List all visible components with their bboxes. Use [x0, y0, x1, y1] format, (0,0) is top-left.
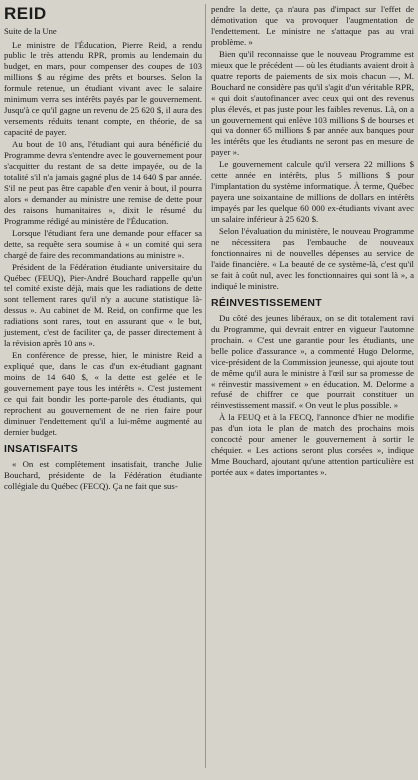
article-paragraph: En conférence de presse, hier, le ministre Reid a expliqué que, dans le cas d'un ex-étudiant gagnant moins de 14 640 $, « la dette est gelée et le gouvernement paye tous les intérêts ». C'est justement ce qui fait bondir les porte-parole des étudiants, qui reprochent au gouvernement de ne rien faire pour diminuer l'endettement qu'il a lui-même augmenté au dernier budget. [4, 350, 202, 437]
article-paragraph: Bien qu'il reconnaisse que le nouveau Programme est mieux que le précédent — où les étudiants avaient droit à quatre reports de paiements de six mois chacun —, M. Bouchard ne considère pas qu'il s'agit d'un véritable RPR, « qui doit s'autofinancer avec ceux qui ont des revenus plus élevés, et pas juste pour les faibles revenus. Là, on a un gouvernement qui enlève 103 millions $ de bourses et qui va donner 65 millions $ par année aux banques pour les intérêts que les étudiants ne seront pas en mesure de payer ». [211, 48, 414, 158]
column-divider [205, 4, 206, 768]
continuation-kicker: Suite de la Une [4, 26, 57, 36]
article-paragraph: pendre la dette, ça n'aura pas d'impact sur l'effet de démotivation que va provoquer l'augmentation de l'endettement. Le ministre ne s'attaque pas au vrai problème. » [211, 4, 414, 47]
article-paragraph: Lorsque l'étudiant fera une demande pour effacer sa dette, sa requête sera soumise à « un comité qui sera chargé de faire des recommandations au ministre ». [4, 227, 202, 260]
left-column [4, 4, 202, 493]
article-paragraph: Le gouvernement calcule qu'il versera 22 millions $ cette année en intérêts, plus 5 millions $ pour l'implantation du système informatique. À terme, Québec payera une soixantaine de millions de dollars en intérêts impayés par les quelque 60 000 ex-étudiants vivant avec un salaire inférieur à 25 620 $. [211, 159, 414, 225]
article-title: REID [4, 4, 47, 23]
article-paragraph: Le ministre de l'Éducation, Pierre Reid, a rendu public le très attendu RPR, promis au lendemain du budget, en mars, pour compenser des coupes de 103 millions $ au régime des prêts et bourses. Selon la formule retenue, un étudiant vivant avec le salaire minimum verra ses intérêts payés par le gouvernement. Jusqu'à ce qu'il gagne un revenu de 25 620 $, il aura des versements réduits tenant compte, en théorie, de sa capacité de payer. [4, 39, 202, 138]
left-body-continued [4, 459, 202, 492]
article-paragraph: Du côté des jeunes libéraux, on se dit totalement ravi du Programme, qui devrait entrer en vigueur l'automne prochain. « C'est une garantie pour les étudiants, une belle police d'assurance », a commenté Hugo Delorme, vice-président de la Commission jeunesse, qui ajoute tout de même qu'il aura le ministre à l'œil sur sa promesse de « réinvestir massivement » en éducation. M. Delorme a refusé de chiffrer ce que pourrait constituer un réinvestissement massif. « On veut le plus possible. » [211, 312, 414, 411]
right-body [211, 4, 414, 292]
right-body-continued [211, 313, 414, 478]
left-body [4, 40, 202, 438]
article-paragraph: Au bout de 10 ans, l'étudiant qui aura bénéficié du Programme devra s'entendre avec le gouvernement pour s'acquitter du restant de sa dette impayée, ou de la totalité s'il n'a jamais gagné plus de 14 640 $ par année. S'il ne peut pas être capable d'en venir à bout, il pourra alors « demander au ministre une remise de dette pour des raisons humanitaires », dixit le résumé du Programme rédigé au ministère de l'Éducation. [4, 139, 202, 226]
article-paragraph: À la FEUQ et à la FECQ, l'annonce d'hier ne modifie pas d'un iota le plan de match des prochains mois concocté pour amener le gouvernement à sortir le chéquier. « Les actions seront plus corsées », indique Mme Bouchard, ajoutant qu'une attention particulière est portée aux « dates importantes ». [211, 412, 414, 478]
subhead-reinvestissement: RÉINVESTISSEMENT [211, 296, 322, 309]
article-paragraph: « On est complètement insatisfait, tranche Julie Bouchard, présidente de la Fédération étudiante collégiale du Québec (FECQ). Ça ne fait que sus- [4, 458, 202, 491]
article-paragraph: Président de la Fédération étudiante universitaire du Québec (FEUQ), Pier-André Bouchard rappelle qu'un tel comité existe déjà, mais que les radiations de dette sont tellement rares qu'il n'y a aucune statistique là-dessus ». Au cabinet de M. Reid, on confirme que les radiations sont rares, tout en assurant que « le but, justement, c'est de faciliter ça, de passer directement à la révision après 10 ans ». [4, 261, 202, 349]
subhead-insatisfaits: INSATISFAITS [4, 442, 78, 455]
right-column [211, 4, 414, 479]
article-paragraph: Selon l'évaluation du ministère, le nouveau Programme ne nécessitera pas l'embauche de nouveaux fonctionnaires ni de nouvelles dépenses au service de l'aide financière. « La beauté de ce système-là, c'est qu'il se fait à coût nul, avec les fonctionnaires qui sont là », a indiqué le ministre. [211, 226, 414, 291]
